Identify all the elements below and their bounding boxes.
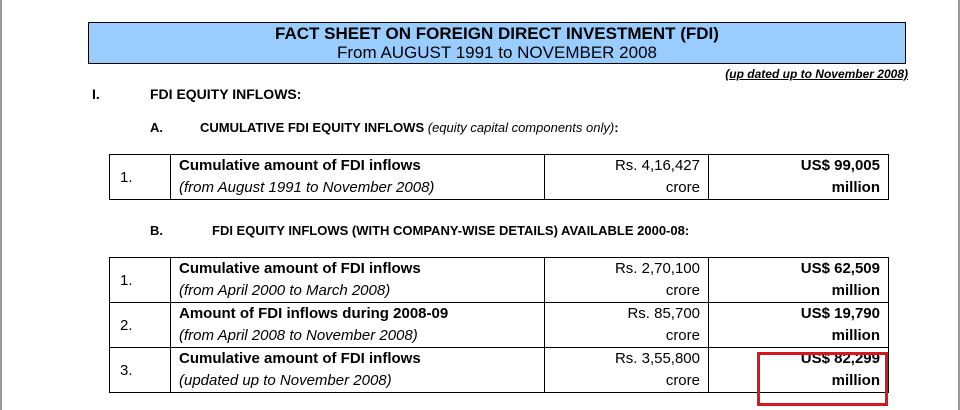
subsection-a-heading: CUMULATIVE FDI EQUITY INFLOWS (200, 120, 425, 135)
rupee-value: Rs. 2,70,100 (614, 260, 700, 277)
row-number: 2. (110, 303, 171, 348)
highlight-box (757, 352, 888, 406)
row-usd-amount (709, 258, 889, 303)
cumulative-inflows-table (109, 154, 889, 200)
row-title: Amount of FDI inflows during 2008-09 (179, 305, 449, 322)
row-number: 1. (110, 155, 171, 200)
rupee-unit: crore (665, 179, 700, 196)
table-row (110, 258, 889, 303)
document-subtitle: From AUGUST 1991 to NOVEMBER 2008 (337, 43, 657, 62)
row-description (171, 155, 545, 200)
row-rupee-amount (545, 303, 709, 348)
updated-note: (up dated up to November 2008) (725, 67, 908, 81)
page-left-edge (0, 0, 2, 410)
rupee-unit: crore (665, 282, 700, 299)
row-period: (from April 2008 to November 2008) (179, 327, 418, 344)
usd-unit: million (831, 282, 880, 299)
rupee-unit: crore (665, 327, 700, 344)
rupee-value: Rs. 85,700 (627, 305, 700, 322)
row-number: 3. (110, 348, 171, 393)
row-period: (updated up to November 2008) (179, 372, 392, 389)
section-number: I. (92, 86, 100, 102)
row-description (171, 348, 545, 393)
section-title: FDI EQUITY INFLOWS: (150, 86, 302, 102)
subsection-b-title: FDI EQUITY INFLOWS (WITH COMPANY-WISE DETAILS) AVAILABLE 2000-08: (212, 223, 690, 238)
row-rupee-amount (545, 348, 709, 393)
row-title: Cumulative amount of FDI inflows (179, 157, 421, 174)
row-period: (from April 2000 to March 2008) (179, 282, 391, 299)
row-number: 1. (110, 258, 171, 303)
subsection-a-colon: : (614, 120, 619, 135)
usd-unit: million (831, 327, 880, 344)
usd-value: US$ 82,299 (800, 350, 880, 367)
subsection-a-letter: A. (150, 120, 163, 135)
subsection-a-note: (equity capital components only) (427, 120, 615, 135)
table-row (110, 303, 889, 348)
row-rupee-amount (545, 258, 709, 303)
usd-value: US$ 99,005 (800, 157, 880, 174)
usd-unit: million (831, 179, 880, 196)
row-description (171, 258, 545, 303)
row-usd-amount (709, 155, 889, 200)
row-rupee-amount (545, 155, 709, 200)
rupee-value: Rs. 4,16,427 (614, 157, 700, 174)
row-period: (from August 1991 to November 2008) (179, 179, 435, 196)
usd-unit: million (831, 372, 880, 389)
subsection-b-letter: B. (150, 223, 163, 238)
row-description (171, 303, 545, 348)
rupee-unit: crore (665, 372, 700, 389)
usd-value: US$ 19,790 (800, 305, 880, 322)
document-title: FACT SHEET ON FOREIGN DIRECT INVESTMENT (FDI) (275, 24, 719, 43)
row-title: Cumulative amount of FDI inflows (179, 260, 421, 277)
row-usd-amount (709, 303, 889, 348)
table-row (110, 155, 889, 200)
row-title: Cumulative amount of FDI inflows (179, 350, 421, 367)
usd-value: US$ 62,509 (800, 260, 880, 277)
rupee-value: Rs. 3,55,800 (614, 350, 700, 367)
title-box (88, 22, 906, 64)
subsection-a-title (200, 120, 619, 135)
